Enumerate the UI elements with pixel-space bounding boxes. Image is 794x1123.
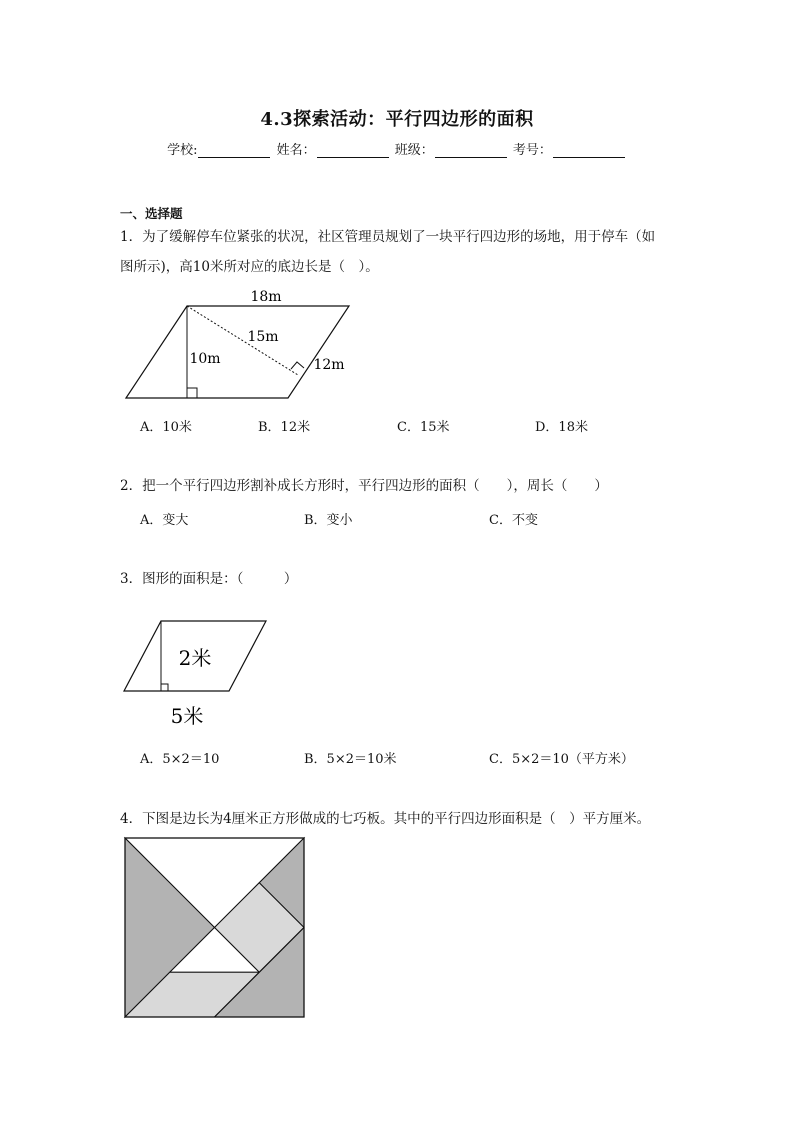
- question-3-option-c[interactable]: C．5×2＝10（平方米）: [489, 752, 634, 767]
- question-4-stem: 4．下图是边长为4厘米正方形做成的七巧板。其中的平行四边形面积是（ ）平方厘米。: [120, 811, 651, 827]
- name-label: 姓名：: [276, 143, 316, 158]
- label-top-base: 18m: [250, 289, 282, 305]
- label-height: 10m: [189, 351, 221, 367]
- question-1-option-a[interactable]: A．10米: [140, 420, 192, 435]
- question-2-option-c[interactable]: C．不变: [489, 513, 538, 528]
- exam-number-label: 考号：: [512, 143, 552, 158]
- question-2-option-a[interactable]: A．变大: [140, 513, 189, 528]
- question-1-parallelogram-figure: [118, 283, 368, 405]
- question-2-option-b[interactable]: B．变小: [304, 513, 353, 528]
- right-angle-mark: [161, 684, 168, 691]
- right-angle-mark: [291, 362, 304, 369]
- question-2-stem: 2．把一个平行四边形割补成长方形时，平行四边形的面积（ ），周长（ ）: [120, 478, 608, 494]
- question-3-parallelogram-figure: [118, 615, 278, 733]
- question-1-stem-line2: 图所示)，高10米所对应的底边长是（ ）。: [120, 259, 379, 275]
- question-1-stem-line1: 1．为了缓解停车位紧张的状况，社区管理员规划了一块平行四边形的场地，用于停车（如: [120, 229, 656, 245]
- class-label: 班级：: [394, 143, 434, 158]
- label-base: 5米: [170, 704, 204, 728]
- exam-number-blank[interactable]: [553, 143, 625, 158]
- name-blank[interactable]: [317, 143, 389, 158]
- school-label: 学校:: [167, 143, 198, 158]
- page-title: 4.3探索活动：平行四边形的面积: [260, 109, 534, 130]
- question-1-option-c[interactable]: C．15米: [397, 420, 450, 435]
- question-3-option-a[interactable]: A．5×2＝10: [140, 752, 220, 767]
- question-1-option-d[interactable]: D．18米: [535, 420, 588, 435]
- label-height: 2米: [178, 646, 212, 670]
- question-1-option-b[interactable]: B．12米: [258, 420, 311, 435]
- class-blank[interactable]: [435, 143, 507, 158]
- question-4-tangram-figure: [120, 833, 310, 1023]
- label-side: 12m: [313, 357, 345, 373]
- student-info-line: [0, 139, 794, 158]
- section-title: 一、选择题: [120, 206, 183, 221]
- question-3-option-b[interactable]: B．5×2＝10米: [304, 752, 397, 767]
- question-3-stem: 3．图形的面积是：（ ）: [120, 571, 298, 587]
- parallelogram-outline: [126, 306, 349, 398]
- school-blank[interactable]: [198, 143, 270, 158]
- right-angle-mark: [187, 388, 197, 398]
- label-diagonal-height: 15m: [247, 329, 279, 345]
